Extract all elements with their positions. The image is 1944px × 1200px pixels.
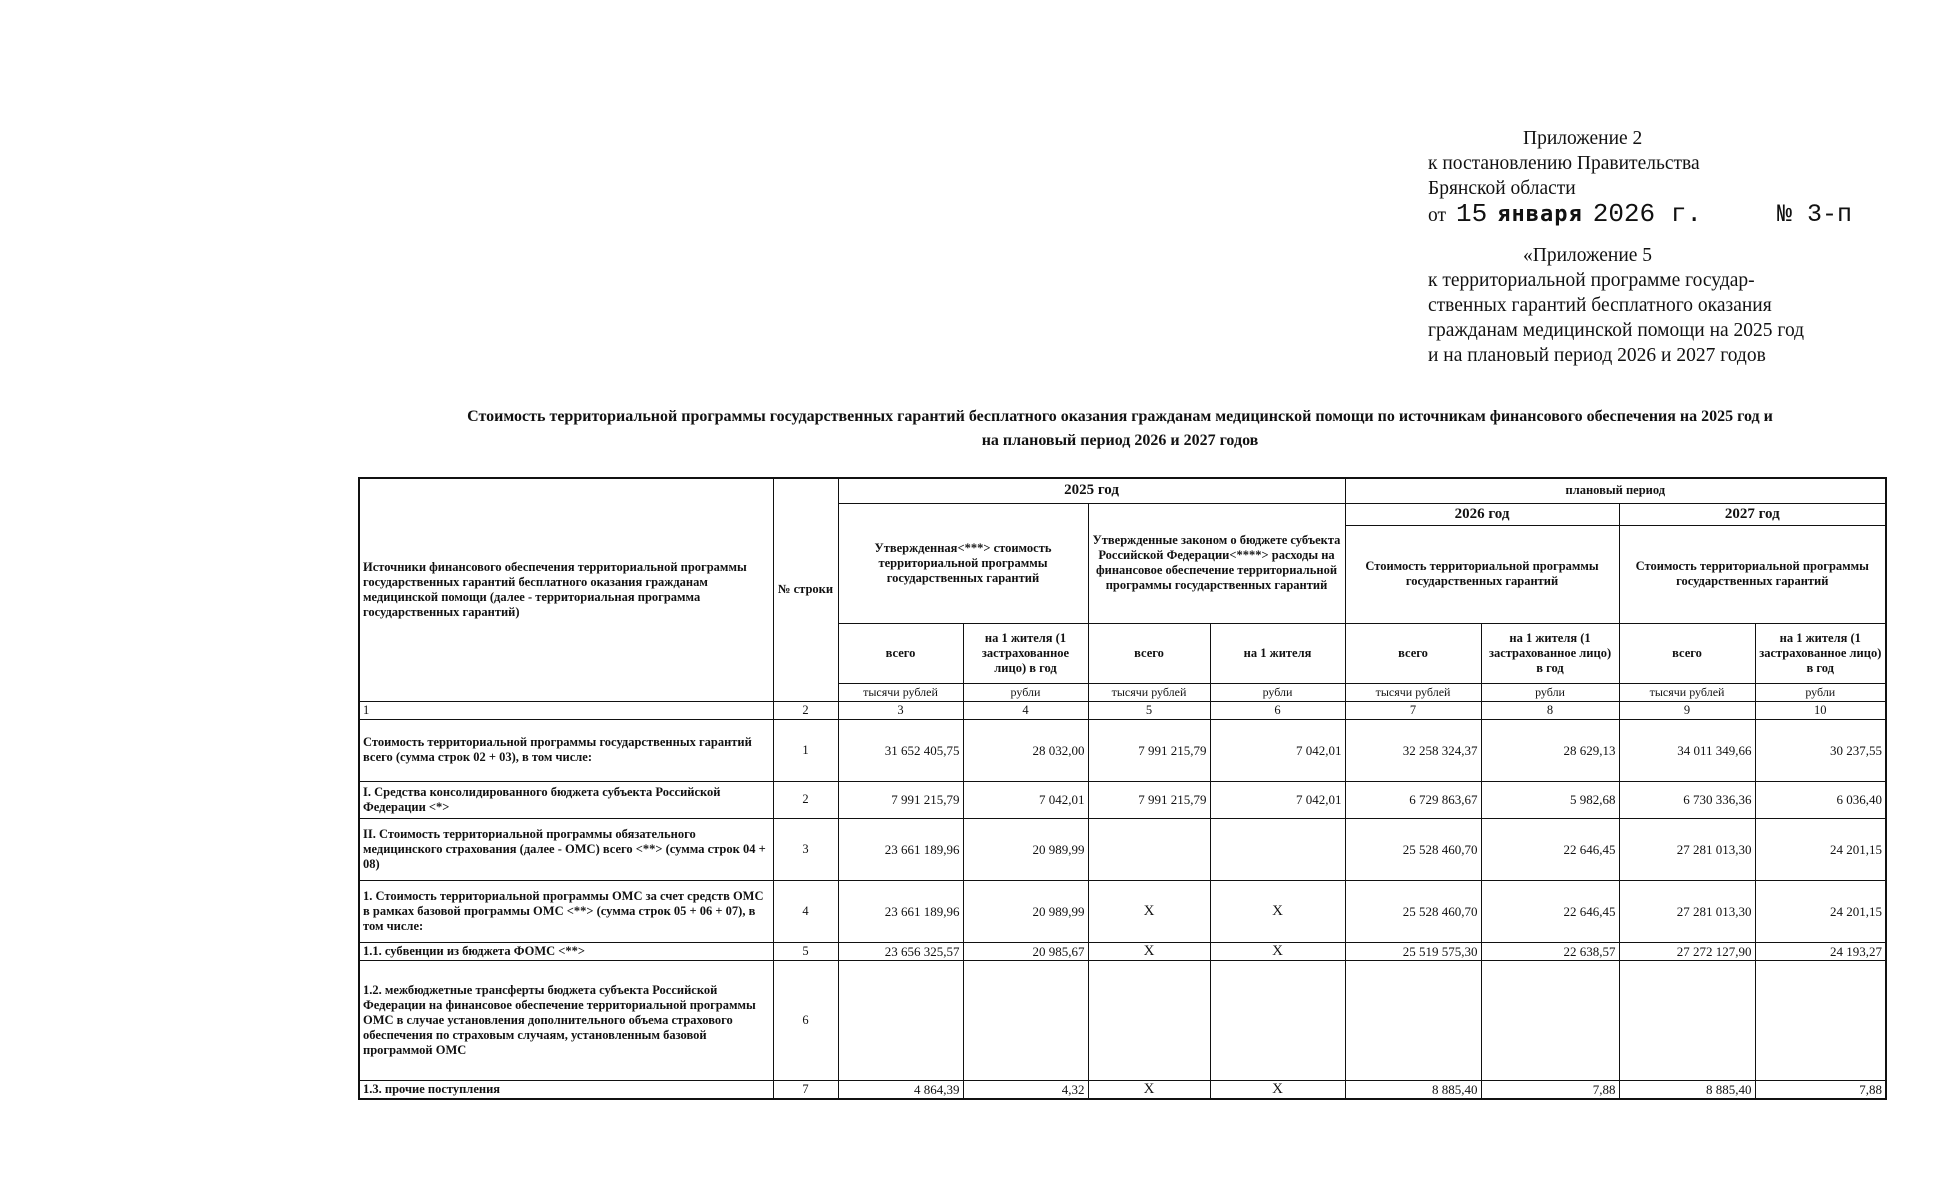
region-label: Брянской области <box>1428 178 1576 199</box>
unit-thousand: тысячи рублей <box>1619 683 1755 701</box>
program-line-1: к территориальной программе государ- <box>1428 270 1755 291</box>
cell-value: 25 519 575,30 <box>1345 942 1481 960</box>
cell-value: 7 042,01 <box>1210 719 1345 781</box>
header-total: всего <box>1619 623 1755 683</box>
row-number: 3 <box>773 818 838 880</box>
cell-value: 7 991 215,79 <box>838 781 963 818</box>
resolution-label: к постановлению Правительства <box>1428 153 1700 174</box>
cell-value: 27 281 013,30 <box>1619 880 1755 942</box>
appendix-label: Приложение 2 <box>1523 128 1643 149</box>
cell-value: 7 991 215,79 <box>1088 781 1210 818</box>
row-number: 5 <box>773 942 838 960</box>
header-total: всего <box>1345 623 1481 683</box>
header-approved-law: Утвержденные законом о бюджете субъекта Российской Федерации<****> расходы на финансовое обеспечение территориальной программы государственных гарантий <box>1088 503 1345 623</box>
header-year-2025: 2025 год <box>838 478 1345 503</box>
cell-value: 32 258 324,37 <box>1345 719 1481 781</box>
program-line-4: и на плановый период 2026 и 2027 годов <box>1428 345 1766 366</box>
cell-value: 31 652 405,75 <box>838 719 963 781</box>
cell-value: 23 656 325,57 <box>838 942 963 960</box>
row-label: 1.1. субвенции из бюджета ФОМС <**> <box>359 942 773 960</box>
cell-value: 25 528 460,70 <box>1345 818 1481 880</box>
document-number: № 3-п <box>1776 200 1852 229</box>
date-day: 15 <box>1456 199 1488 229</box>
appendix-header <box>1428 126 1868 368</box>
date-month: января <box>1497 202 1583 227</box>
program-line-2: ственных гарантий бесплатного оказания <box>1428 295 1772 316</box>
column-number: 7 <box>1345 701 1481 719</box>
cell-value <box>1619 960 1755 1080</box>
cell-value: 24 201,15 <box>1755 880 1886 942</box>
cell-value: 28 032,00 <box>963 719 1088 781</box>
cell-value: X <box>1210 880 1345 942</box>
program-line-3: гражданам медицинской помощи на 2025 год <box>1428 320 1805 341</box>
row-label: 1. Стоимость территориальной программы ОМС за счет средств ОМС в рамках базовой программы ОМС <**> (сумма строк 05 + 06 + 07), в том числе: <box>359 880 773 942</box>
cell-value <box>1088 960 1210 1080</box>
cell-value: 34 011 349,66 <box>1619 719 1755 781</box>
row-label: 1.3. прочие поступления <box>359 1080 773 1099</box>
column-number: 4 <box>963 701 1088 719</box>
column-number: 10 <box>1755 701 1886 719</box>
cell-value: 4,32 <box>963 1080 1088 1099</box>
unit-thousand: тысячи рублей <box>838 683 963 701</box>
cell-value: 22 646,45 <box>1481 880 1619 942</box>
header-row-number: № строки <box>773 478 838 701</box>
row-label: 1.2. межбюджетные трансферты бюджета субъекта Российской Федерации на финансовое обеспечение территориальной программы ОМС в случае установления дополнительного объема страхового обеспечения по страховым случаям, установленным базовой программой ОМС <box>359 960 773 1080</box>
table-row <box>359 719 1886 781</box>
cell-value: 6 730 336,36 <box>1619 781 1755 818</box>
table-row <box>359 880 1886 942</box>
cell-value: 20 989,99 <box>963 880 1088 942</box>
cell-value: 25 528 460,70 <box>1345 880 1481 942</box>
date-prefix: от <box>1428 205 1447 226</box>
header-per-resident: на 1 жителя <box>1210 623 1345 683</box>
cell-value <box>1088 818 1210 880</box>
financing-table <box>358 477 1887 1100</box>
table-row <box>359 781 1886 818</box>
cell-value: 4 864,39 <box>838 1080 963 1099</box>
cell-value: 8 885,40 <box>1345 1080 1481 1099</box>
cell-value: X <box>1088 1080 1210 1099</box>
date-line <box>1428 199 1868 229</box>
row-number: 6 <box>773 960 838 1080</box>
cell-value: 22 646,45 <box>1481 818 1619 880</box>
row-number: 1 <box>773 719 838 781</box>
cell-value: 7,88 <box>1755 1080 1886 1099</box>
row-number: 2 <box>773 781 838 818</box>
header-year-2026: 2026 год <box>1345 503 1619 525</box>
cell-value: 24 201,15 <box>1755 818 1886 880</box>
cell-value: X <box>1210 942 1345 960</box>
row-label: II. Стоимость территориальной программы обязательного медицинского страхования (далее - ОМС) всего <**> (сумма строк 04 + 08) <box>359 818 773 880</box>
row-label: I. Средства консолидированного бюджета субъекта Российской Федерации <*> <box>359 781 773 818</box>
cell-value <box>838 960 963 1080</box>
unit-rub: рубли <box>1210 683 1345 701</box>
cell-value: 20 989,99 <box>963 818 1088 880</box>
header-planned-period: плановый период <box>1345 478 1886 503</box>
cell-value <box>1210 960 1345 1080</box>
cell-value <box>1345 960 1481 1080</box>
cell-value: 7 991 215,79 <box>1088 719 1210 781</box>
cell-value <box>1210 818 1345 880</box>
header-year-2027: 2027 год <box>1619 503 1886 525</box>
column-number: 9 <box>1619 701 1755 719</box>
cell-value: 28 629,13 <box>1481 719 1619 781</box>
header-source: Источники финансового обеспечения территориальной программы государственных гарантий бесплатного оказания гражданам медицинской помощи (далее - территориальная программа государственных гарантий) <box>359 478 773 701</box>
unit-rub: рубли <box>1481 683 1619 701</box>
date-year: 2026 г. <box>1592 199 1702 229</box>
cell-value: 27 272 127,90 <box>1619 942 1755 960</box>
title-line-2: на плановый период 2026 и 2027 годов <box>981 432 1259 449</box>
cell-value: 22 638,57 <box>1481 942 1619 960</box>
unit-thousand: тысячи рублей <box>1088 683 1210 701</box>
table-row <box>359 818 1886 880</box>
cell-value: 20 985,67 <box>963 942 1088 960</box>
row-number: 4 <box>773 880 838 942</box>
column-numbers-row <box>359 701 1886 719</box>
cell-value: X <box>1210 1080 1345 1099</box>
cell-value: 24 193,27 <box>1755 942 1886 960</box>
column-number: 5 <box>1088 701 1210 719</box>
unit-rub: рубли <box>1755 683 1886 701</box>
table-row <box>359 1080 1886 1099</box>
appendix5-label: «Приложение 5 <box>1523 245 1653 266</box>
header-cost-2027: Стоимость территориальной программы государственных гарантий <box>1619 525 1886 623</box>
header-per-insured: на 1 жителя (1 застрахованное лицо) в год <box>963 623 1088 683</box>
column-number: 8 <box>1481 701 1619 719</box>
cell-value: 23 661 189,96 <box>838 880 963 942</box>
column-number: 1 <box>359 701 773 719</box>
table-row <box>359 960 1886 1080</box>
cell-value: 23 661 189,96 <box>838 818 963 880</box>
header-cost-2026: Стоимость территориальной программы государственных гарантий <box>1345 525 1619 623</box>
cell-value: 8 885,40 <box>1619 1080 1755 1099</box>
cell-value: 5 982,68 <box>1481 781 1619 818</box>
column-number: 2 <box>773 701 838 719</box>
title-line-1: Стоимость территориальной программы государственных гарантий бесплатного оказания гражданам медицинской помощи по источникам финансового обеспечения на 2025 год и <box>467 408 1773 425</box>
column-number: 6 <box>1210 701 1345 719</box>
header-total: всего <box>838 623 963 683</box>
cell-value: 7 042,01 <box>1210 781 1345 818</box>
header-approved-cost: Утвержденная<***> стоимость территориальной программы государственных гарантий <box>838 503 1088 623</box>
unit-rub: рубли <box>963 683 1088 701</box>
cell-value: 30 237,55 <box>1755 719 1886 781</box>
cell-value <box>1481 960 1619 1080</box>
header-per-insured: на 1 жителя (1 застрахованное лицо) в год <box>1481 623 1619 683</box>
cell-value: X <box>1088 880 1210 942</box>
header-total: всего <box>1088 623 1210 683</box>
document-title <box>360 405 1880 453</box>
cell-value <box>963 960 1088 1080</box>
cell-value: 7 042,01 <box>963 781 1088 818</box>
cell-value: 6 036,40 <box>1755 781 1886 818</box>
header-per-insured: на 1 жителя (1 застрахованное лицо) в год <box>1755 623 1886 683</box>
row-label: Стоимость территориальной программы государственных гарантий всего (сумма строк 02 + 03), в том числе: <box>359 719 773 781</box>
row-number: 7 <box>773 1080 838 1099</box>
cell-value: 27 281 013,30 <box>1619 818 1755 880</box>
unit-thousand: тысячи рублей <box>1345 683 1481 701</box>
cell-value: 7,88 <box>1481 1080 1619 1099</box>
cell-value: 6 729 863,67 <box>1345 781 1481 818</box>
column-number: 3 <box>838 701 963 719</box>
cell-value: X <box>1088 942 1210 960</box>
cell-value <box>1755 960 1886 1080</box>
table-row <box>359 942 1886 960</box>
